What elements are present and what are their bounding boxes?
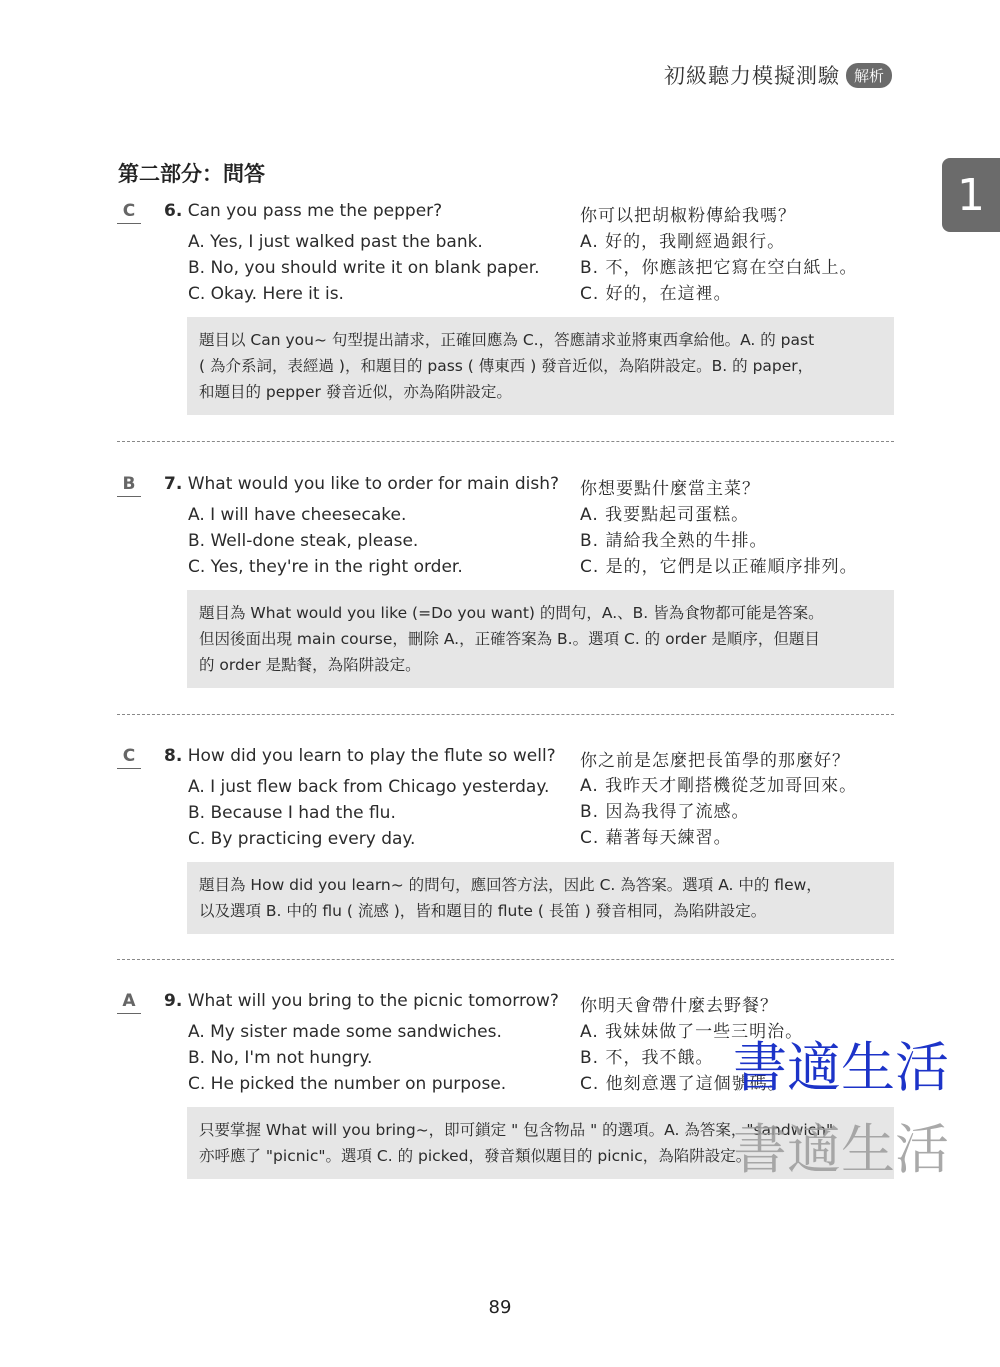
explanation-box — [187, 317, 894, 415]
translation-question: 你可以把胡椒粉傳給我嗎？ — [580, 206, 796, 226]
translation-c: C. 他刻意選了這個號碼。 — [580, 1074, 786, 1094]
explanation-line: 亦呼應了 "picnic"。選項 C. 的 picked，發音類似題目的 picnic，為陷阱設定。 — [199, 1147, 752, 1165]
question-text — [164, 746, 556, 766]
explanation-line: 題目為 What would you like (=Do you want) 的問句，A.、B. 皆為食物都可能是答案。 — [199, 604, 824, 622]
page-number: 89 — [488, 1297, 512, 1318]
translation-question: 你明天會帶什麼去野餐？ — [580, 996, 778, 1016]
option-a: A. My sister made some sandwiches. — [188, 1022, 502, 1042]
dashed-divider — [117, 714, 894, 715]
translation-a: A. 好的，我剛經過銀行。 — [580, 232, 786, 252]
translation-question: 你想要點什麼當主菜？ — [580, 479, 760, 499]
question-prompt: How did you learn to play the flute so well? — [187, 746, 556, 766]
option-b: B. Because I had the flu. — [188, 803, 396, 823]
explanation-line: 以及選項 B. 中的 flu ( 流感 )，皆和題目的 flute ( 長笛 ) 發音相同，為陷阱設定。 — [199, 902, 767, 920]
question-prompt: Can you pass me the pepper? — [187, 201, 443, 221]
question-text — [164, 474, 559, 494]
explanation-line: 和題目的 pepper 發音近似，亦為陷阱設定。 — [199, 383, 512, 401]
translation-a: A. 我要點起司蛋糕。 — [580, 505, 750, 525]
answer-key: C — [117, 746, 141, 769]
question-number: 6. — [164, 201, 183, 221]
question-prompt: What will you bring to the picnic tomorrow? — [187, 991, 559, 1011]
watermark-gray: 書適生活 — [733, 1118, 949, 1181]
option-c: C. By practicing every day. — [188, 829, 416, 849]
question-number: 9. — [164, 991, 183, 1011]
option-c: C. Yes, they're in the right order. — [188, 557, 463, 577]
watermark-blue: 書適生活 — [733, 1036, 949, 1099]
option-c: C. Okay. Here it is. — [188, 284, 344, 304]
option-b: B. No, I'm not hungry. — [188, 1048, 373, 1068]
translation-b: B. 不，你應該把它寫在空白紙上。 — [580, 258, 858, 278]
option-b: B. Well-done steak, please. — [188, 531, 419, 551]
section-title: 第二部分：問答 — [118, 162, 265, 186]
translation-c: C. 是的，它們是以正確順序排列。 — [580, 557, 858, 577]
translation-question: 你之前是怎麼把長笛學的那麼好？ — [580, 751, 850, 771]
answer-key: A — [117, 991, 141, 1014]
answer-key: B — [117, 474, 141, 497]
chapter-tab: 1 — [942, 158, 1000, 232]
translation-b: B. 因為我得了流感。 — [580, 802, 750, 822]
option-a: A. I will have cheesecake. — [188, 505, 407, 525]
question-prompt: What would you like to order for main dish? — [187, 474, 559, 494]
option-c: C. He picked the number on purpose. — [188, 1074, 507, 1094]
dashed-divider — [117, 441, 894, 442]
explanation-box — [187, 862, 894, 934]
explanation-box — [187, 590, 894, 688]
dashed-divider — [117, 959, 894, 960]
translation-b: B. 請給我全熟的牛排。 — [580, 531, 768, 551]
option-a: A. I just flew back from Chicago yesterday. — [188, 777, 550, 797]
explanation-line: 只要掌握 What will you bring~，即可鎖定 " 包含物品 " 的選項。A. 為答案，"sandwich" — [199, 1121, 834, 1139]
header-title: 初級聽力模擬測驗 — [663, 64, 840, 88]
explanation-line: 題目為 How did you learn~ 的問句，應回答方法，因此 C. 為答案。選項 A. 中的 flew， — [199, 876, 822, 894]
option-b: B. No, you should write it on blank paper. — [188, 258, 540, 278]
translation-a: A. 我昨天才剛搭機從芝加哥回來。 — [580, 776, 858, 796]
question-number: 7. — [164, 474, 183, 494]
question-number: 8. — [164, 746, 183, 766]
translation-c: C. 好的，在這裡。 — [580, 284, 732, 304]
answer-key: C — [117, 201, 141, 224]
question-text — [164, 201, 442, 221]
option-a: A. Yes, I just walked past the bank. — [188, 232, 483, 252]
explanation-line: 但因後面出現 main course，刪除 A.，正確答案為 B.。選項 C. 的 order 是順序，但題目 — [199, 630, 820, 648]
translation-c: C. 藉著每天練習。 — [580, 828, 732, 848]
explanation-line: ( 為介系詞，表經過 )，和題目的 pass ( 傳東西 ) 發音近似，為陷阱設定。B. 的 paper， — [199, 357, 814, 375]
header-badge: 解析 — [846, 63, 892, 88]
explanation-line: 題目以 Can you~ 句型提出請求，正確回應為 C.，答應請求並將東西拿給他。A. 的 past — [199, 331, 815, 349]
page-header — [664, 60, 892, 90]
question-text — [164, 991, 559, 1011]
explanation-line: 的 order 是點餐，為陷阱設定。 — [199, 656, 421, 674]
translation-a: A. 我妹妹做了一些三明治。 — [580, 1022, 804, 1042]
translation-b: B. 不，我不餓。 — [580, 1048, 714, 1068]
